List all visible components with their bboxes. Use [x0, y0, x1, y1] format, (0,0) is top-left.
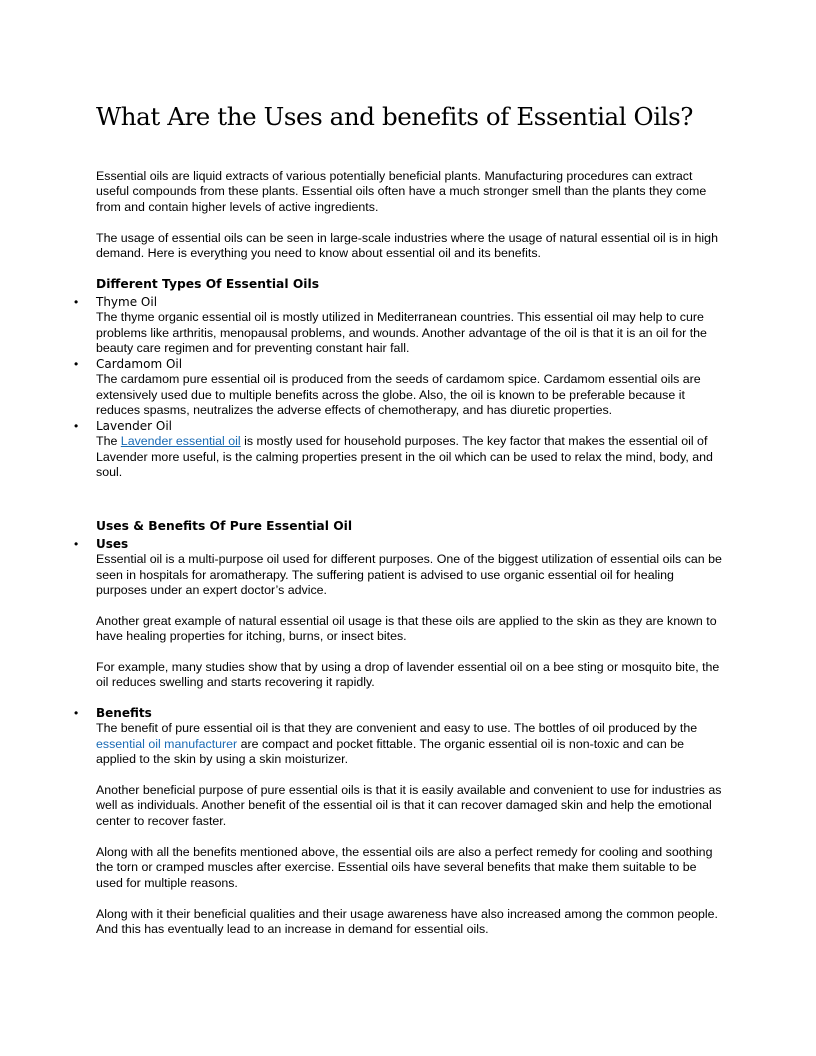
- benefits-paragraph-2: Another beneficial purpose of pure essential oils is that it is easily available and convenient to use for industries as well as individuals. Another benefit of the essential oil is that it can recover damaged skin and help the emotional center to recover faster.: [96, 783, 722, 828]
- bullet-icon: •: [74, 419, 79, 433]
- types-heading: Different Types Of Essential Oils: [96, 277, 320, 291]
- benefits-p1-pre: The benefit of pure essential oil is that they are convenient and easy to use. The bottles of oil produced by the: [96, 721, 698, 736]
- page-title: What Are the Uses and benefits of Essential Oils?: [96, 102, 694, 131]
- benefits-p1-post: are compact and pocket fittable. The organic essential oil is non-toxic and can be applied to the skin by using a skin moisturizer.: [96, 736, 684, 767]
- thyme-oil-name: Thyme Oil: [96, 295, 158, 309]
- uses-paragraph-1: Essential oil is a multi-purpose oil used for different purposes. One of the biggest utilization of essential oils can be seen in hospitals for aromatherapy. The suffering patient is advised to use organic essential oil for healing purposes under an expert doctor’s advice.: [96, 552, 722, 598]
- cardamom-oil-name: Cardamom Oil: [96, 357, 183, 371]
- uses-paragraph-3: For example, many studies show that by using a drop of lavender essential oil on a bee sting or mosquito bite, the oil reduces swelling and starts recovering it rapidly.: [96, 660, 720, 690]
- lavender-oil-name: Lavender Oil: [96, 419, 172, 433]
- benefits-paragraph-1: [96, 721, 724, 767]
- list-item-benefits: [74, 706, 724, 768]
- lavender-essential-oil-link[interactable]: Lavender essential oil: [120, 434, 241, 449]
- list-item-thyme: [74, 295, 724, 357]
- benefits-subheading: Benefits: [96, 706, 152, 720]
- lavender-body-post: is mostly used for household purposes. The key factor that makes the essential oil of Lavender more useful, is the calming properties present in the oil which can be used to relax the mind, body, and soul.: [96, 434, 713, 480]
- uses-subheading: Uses: [96, 537, 129, 551]
- essential-oil-manufacturer-link[interactable]: essential oil manufacturer: [96, 736, 238, 751]
- bullet-icon: •: [74, 706, 79, 720]
- intro-paragraph-2: The usage of essential oils can be seen in large-scale industries where the usage of natural essential oil is in high demand. Here is everything you need to know about essential oil and its benefits.: [96, 231, 718, 261]
- cardamom-oil-description: The cardamom pure essential oil is produced from the seeds of cardamom spice. Cardamom essential oils are extensively used due to multiple benefits across the globe. Also, the oil is known to be preferable because it reduces spasms, neutralizes the adverse effects of chemotherapy, and has diuretic properties.: [96, 372, 701, 418]
- intro-paragraph-1: Essential oils are liquid extracts of various potentially beneficial plants. Manufacturing procedures can extract useful compounds from these plants. Essential oils often have a much stronger smell than the plants they come from and contain higher levels of active ingredients.: [96, 169, 707, 214]
- benefits-paragraph-3: Along with all the benefits mentioned above, the essential oils are also a perfect remedy for cooling and soothing the torn or cramped muscles after exercise. Essential oils have several benefits that make them suitable to be used for multiple reasons.: [96, 845, 713, 890]
- lavender-body-pre: The: [96, 434, 121, 449]
- bullet-icon: •: [74, 357, 79, 371]
- uses-benefits-heading: Uses & Benefits Of Pure Essential Oil: [96, 519, 353, 533]
- bullet-icon: •: [74, 537, 79, 551]
- list-item-lavender: [74, 419, 724, 481]
- benefits-paragraph-4: Along with it their beneficial qualities and their usage awareness have also increased among the common people. And this has eventually lead to an increase in demand for essential oils.: [96, 907, 718, 937]
- list-item-uses: [74, 537, 724, 599]
- lavender-oil-description: [96, 434, 724, 480]
- thyme-oil-description: The thyme organic essential oil is mostly utilized in Mediterranean countries. This essential oil may help to cure problems like arthritis, menopausal problems, and wounds. Another advantage of the oil is that it is an oil for the beauty care regimen and for preventing constant hair fall.: [96, 310, 707, 356]
- uses-paragraph-2: Another great example of natural essential oil usage is that these oils are applied to the skin as they are known to have healing properties for itching, burns, or insect bites.: [96, 614, 717, 644]
- list-item-cardamom: [74, 357, 724, 419]
- bullet-icon: •: [74, 295, 79, 309]
